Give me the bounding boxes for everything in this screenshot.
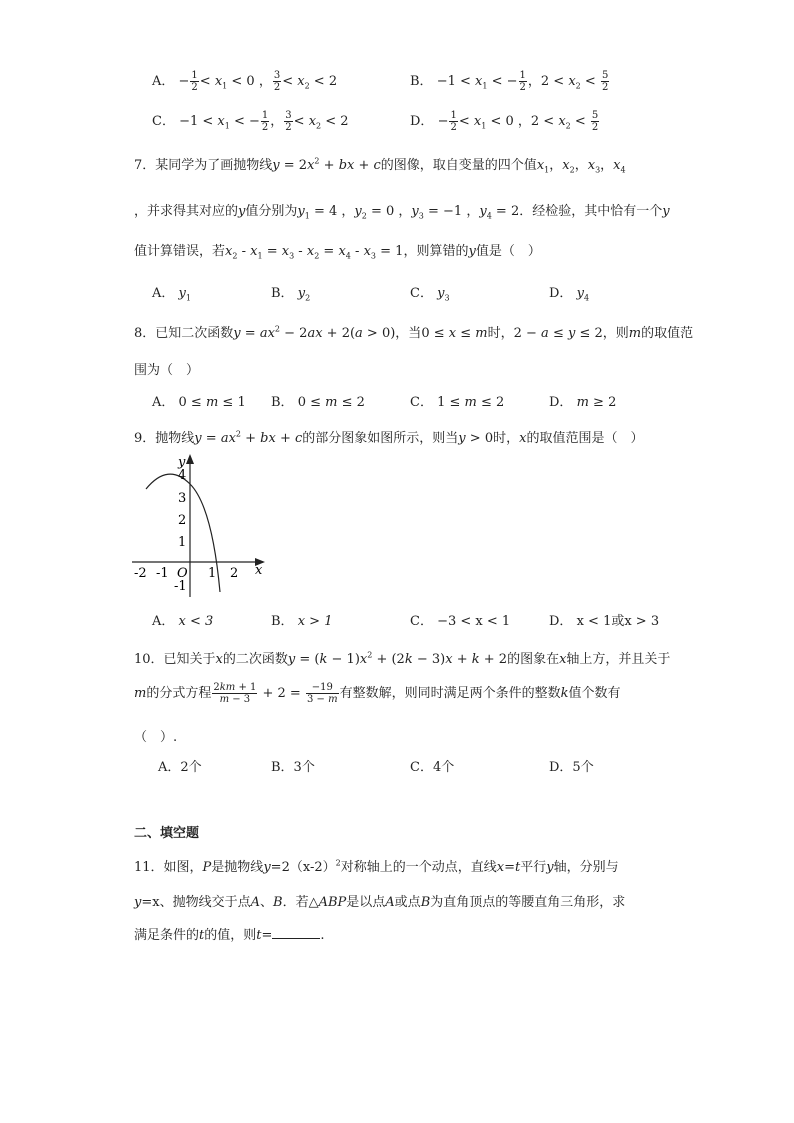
q6-option-d: D． − $\frac{1}{2}$ < $x_1 < 0$ ，$2 < x_2$ < $\frac{5}{2}$ <box>410 110 599 133</box>
x-tick-neg2: -2 <box>134 566 147 581</box>
q9-option-b: B． x > 1 <box>271 614 333 629</box>
q7-option-a: A． $y_1$ <box>152 286 191 303</box>
x-tick-1: 1 <box>208 566 217 581</box>
q8-option-c: C． 1 ≤ m ≤ 2 <box>410 395 505 410</box>
q7-option-b: B． $y_2$ <box>271 286 311 303</box>
q11-line-1: 11．如图，P是抛物线$y=2(x-2)^2$对称轴上的一个动点，直线x=t平行y轴，分别与 <box>134 858 619 875</box>
q7-line-3: 值计算错误，若$x_2 - x_1 = x_3 - x_2 = x_4 - x_3 = 1$，则算错的y值是（ ） <box>134 244 541 261</box>
q10-line-1: 10．已知关于x的二次函数$y = (k - 1)x^2 + (2k - 3)x + k + 2$的图象在x轴上方，并且关于 <box>134 650 671 667</box>
q9-option-c: C． −3 < x < 1 <box>410 614 511 629</box>
q9-line-1: 9．抛物线$y = ax^2$ + bx + c的部分图象如图所示，则当y > 0时，x的取值范围是（ ） <box>134 429 644 446</box>
q10-option-d: D．5个 <box>549 760 594 775</box>
y-axis-arrow <box>186 454 194 464</box>
q11-line-2: y=x、抛物线交于点A、B．若△ABP是以点A或点B为直角顶点的等腰直角三角形，求 <box>134 895 626 910</box>
q10-line-2: m的分式方程 $\frac{2km + 1}{m - 3}$ + 2 = $\frac{-19}{3 - m}$ 有整数解，则同时满足两个条件的整数k值个数有 <box>134 682 621 705</box>
q9-option-d: D． x < 1或x > 3 <box>549 614 660 629</box>
q8-option-d: D． m ≥ 2 <box>549 395 617 410</box>
q7-option-c: C． $y_3$ <box>410 286 450 303</box>
y-tick-1: 1 <box>178 535 187 550</box>
q8-line-2: 围为（ ） <box>134 363 200 378</box>
y-tick-4: 4 <box>178 468 187 483</box>
q9-parabola-graph <box>128 452 278 602</box>
origin-label: O <box>177 566 188 581</box>
q9-option-a: A． x < 3 <box>152 614 214 629</box>
x-tick-2: 2 <box>230 566 239 581</box>
y-tick-neg1: -1 <box>174 579 187 594</box>
q11-line-3: 满足条件的t的值，则t= . <box>134 928 325 943</box>
q10-option-c: C．4个 <box>410 760 455 775</box>
x-tick-neg1: -1 <box>156 566 169 581</box>
y-tick-3: 3 <box>178 491 187 506</box>
q10-option-a: A．2个 <box>158 760 202 775</box>
q7-option-d: D． $y_4$ <box>549 286 590 303</box>
y-axis-label: y <box>178 455 186 470</box>
section-title-fill-in: 二、填空题 <box>134 826 200 841</box>
q10-option-b: B．3个 <box>271 760 315 775</box>
q8-option-a: A． 0 ≤ m ≤ 1 <box>152 395 246 410</box>
q8-line-1: 8．已知二次函数$y = ax^2 - 2ax + 2(a > 0)$，当0 ≤ x ≤ m时，2 − a ≤ y ≤ 2，则m的取值范 <box>134 324 694 341</box>
q7-line-2: ，并求得其对应的y值分别为$y_1 = 4$ ，$y_2 = 0$ ，$y_3 = -1$ ，$y_4 = 2$．经检验，其中恰有一个y <box>134 204 670 221</box>
q6-option-a: A． − $\frac{1}{2}$ < $x_1 < 0$ ， $\frac{3}{2}$ < $x_2 < 2$ <box>152 70 338 93</box>
q6-option-c: C． $-1 < x_1$ < − $\frac{1}{2}$ ， $\frac{3}{2}$ < $x_2 < 2$ <box>152 110 349 133</box>
answer-blank[interactable] <box>272 926 320 939</box>
x-axis-label: x <box>255 563 263 578</box>
q10-line-3: （ ）. <box>134 730 178 745</box>
y-tick-2: 2 <box>178 513 187 528</box>
q7-line-1: 7．某同学为了画抛物线$y = 2x^2$ + bx + c的图像，取自变量的四个值$x_1$，$x_2$，$x_3$，$x_4$ <box>134 156 626 175</box>
q8-option-b: B． 0 ≤ m ≤ 2 <box>271 395 365 410</box>
q6-option-b: B． $-1 < x_1$ < − $\frac{1}{2}$ ，$2 < x_2$ < $\frac{5}{2}$ <box>410 70 609 93</box>
